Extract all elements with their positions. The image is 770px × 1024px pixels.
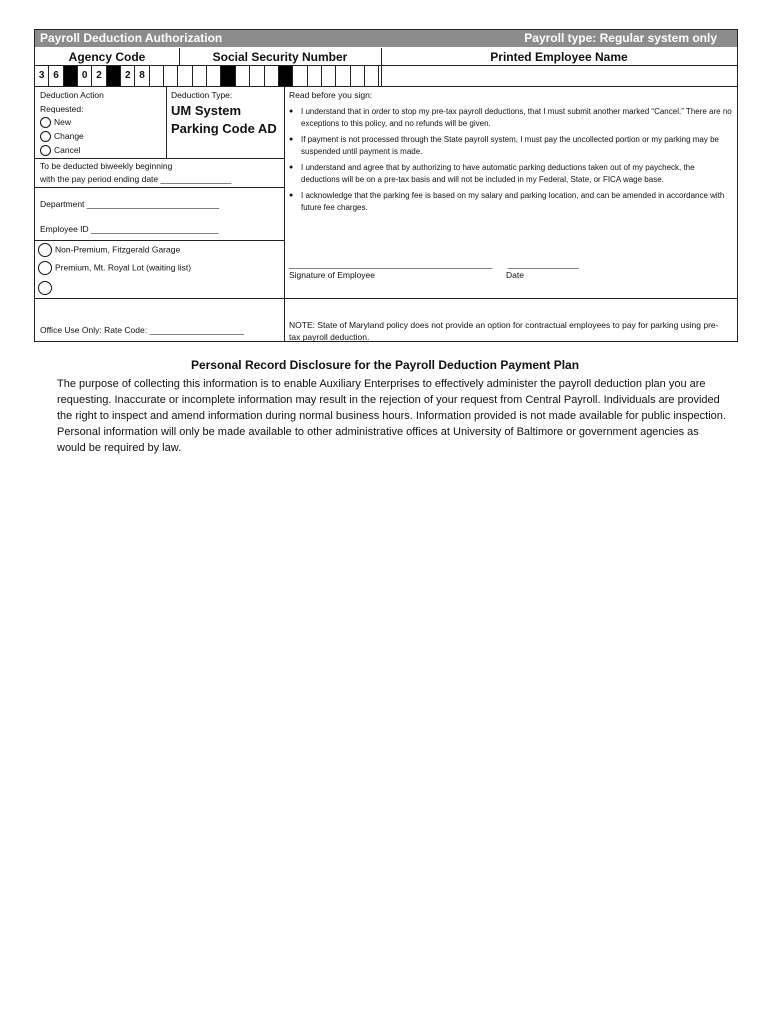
terms-item: ● If payment is not processed through the State payroll system, I must pay the uncollected portion or my parking may be suspended until payment is made.: [289, 134, 734, 158]
action-option-change[interactable]: Change: [40, 130, 84, 143]
code-digit-box[interactable]: [250, 66, 264, 86]
code-digit-box[interactable]: [64, 66, 78, 86]
code-digit-box[interactable]: [351, 66, 365, 86]
terms-item: ● I understand and agree that by authorizing to have automatic parking deductions taken out of my paycheck, the deductions will be on a pre-tax basis and will not be included in my Federal, State, or FICA wage base.: [289, 162, 734, 186]
disclosure-body: The purpose of collecting this information is to enable Auxiliary Enterprises to effectively administer the payroll deduction plan you are requesting. Inaccurate or incomplete information may result in the rejection of your request from Central Payroll. Individuals are provided the right to inspect and amend information during normal business hours. Information provided is not made available for public inspection. Personal information will only be made available to other administrative offices at University of Baltimore or government agencies as would be required by law.: [57, 378, 726, 454]
action-option-cancel[interactable]: Cancel: [40, 144, 80, 157]
code-digit-box[interactable]: [221, 66, 235, 86]
employee-name-header: Printed Employee Name: [381, 48, 737, 66]
deduction-type-line2: Parking Code AD: [171, 121, 277, 136]
terms-item: ● I understand that in order to stop my pre-tax payroll deductions, that I must submit another marked “Cancel.” There are no exceptions to this policy, and no refunds will be given.: [289, 106, 734, 130]
radio-circle-icon[interactable]: [40, 117, 51, 128]
code-digit-box[interactable]: 3: [35, 66, 49, 86]
radio-circle-icon[interactable]: [38, 261, 52, 275]
payroll-type: Payroll type: Regular system only: [524, 31, 717, 45]
code-digit-boxes: [35, 66, 379, 86]
agency-code-header: Agency Code: [35, 48, 179, 66]
code-digit-box[interactable]: 8: [135, 66, 149, 86]
parking-option-premium[interactable]: Premium, Mt. Royal Lot (waiting list): [38, 261, 191, 275]
code-digit-box[interactable]: 6: [49, 66, 63, 86]
code-digit-box[interactable]: [322, 66, 336, 86]
radio-circle-icon[interactable]: [40, 131, 51, 142]
code-digit-box[interactable]: [293, 66, 307, 86]
department-field[interactable]: Department ____________________________: [40, 199, 220, 209]
deduction-action-label: Deduction Action: [40, 90, 104, 100]
code-digit-box[interactable]: [308, 66, 322, 86]
biweekly-period-field[interactable]: with the pay period ending date _______________: [40, 174, 232, 184]
printed-name-field[interactable]: [385, 68, 733, 84]
signature-field[interactable]: ___________________________________________: [289, 259, 493, 269]
code-digit-box[interactable]: [178, 66, 192, 86]
form-title: Payroll Deduction Authorization: [40, 31, 223, 45]
code-digit-box[interactable]: [365, 66, 379, 86]
code-digit-box[interactable]: 2: [121, 66, 135, 86]
biweekly-line1: To be deducted biweekly beginning: [40, 161, 173, 171]
office-use-rate-code: Office Use Only: Rate Code: ____________________: [40, 325, 244, 335]
code-digit-box[interactable]: [164, 66, 178, 86]
terms-item: ● I acknowledge that the parking fee is based on my salary and parking location, and can be amended in accordance with future fee charges.: [289, 190, 734, 214]
radio-circle-icon[interactable]: [40, 145, 51, 156]
code-digit-box[interactable]: [207, 66, 221, 86]
code-digit-box[interactable]: [279, 66, 293, 86]
date-label: Date: [506, 270, 524, 280]
form-title-bar: [35, 30, 737, 47]
code-digit-box[interactable]: [236, 66, 250, 86]
contractual-note: NOTE: State of Maryland policy does not provide an option for contractual employees to pay for parking using pre-tax payroll deduction.: [289, 320, 719, 342]
code-digit-box[interactable]: [265, 66, 279, 86]
code-digit-box[interactable]: [336, 66, 350, 86]
parking-option-non-premium[interactable]: Non-Premium, Fitzgerald Garage: [38, 243, 180, 257]
signature-label: Signature of Employee: [289, 270, 375, 280]
code-digit-box[interactable]: 2: [92, 66, 106, 86]
employee-id-field[interactable]: Employee ID ___________________________: [40, 224, 219, 234]
code-digit-box[interactable]: 0: [78, 66, 92, 86]
radio-circle-icon[interactable]: [38, 281, 52, 295]
date-field[interactable]: _______________: [508, 259, 579, 269]
radio-circle-icon[interactable]: [38, 243, 52, 257]
read-before-sign: Read before you sign:: [289, 90, 373, 100]
code-digit-box[interactable]: [150, 66, 164, 86]
requested-label: Requested:: [40, 104, 84, 114]
code-digit-box[interactable]: [107, 66, 121, 86]
code-digit-box[interactable]: [193, 66, 207, 86]
deduction-type-line1: UM System: [171, 103, 242, 118]
deduction-type-label: Deduction Type:: [171, 90, 233, 100]
ssn-header: Social Security Number: [179, 48, 381, 66]
disclosure-title: Personal Record Disclosure for the Payroll Deduction Payment Plan: [190, 358, 580, 372]
payroll-deduction-form: [34, 29, 738, 342]
parking-option-blank[interactable]: [38, 281, 55, 295]
action-option-new[interactable]: New: [40, 116, 71, 129]
terms-list: [289, 106, 734, 218]
